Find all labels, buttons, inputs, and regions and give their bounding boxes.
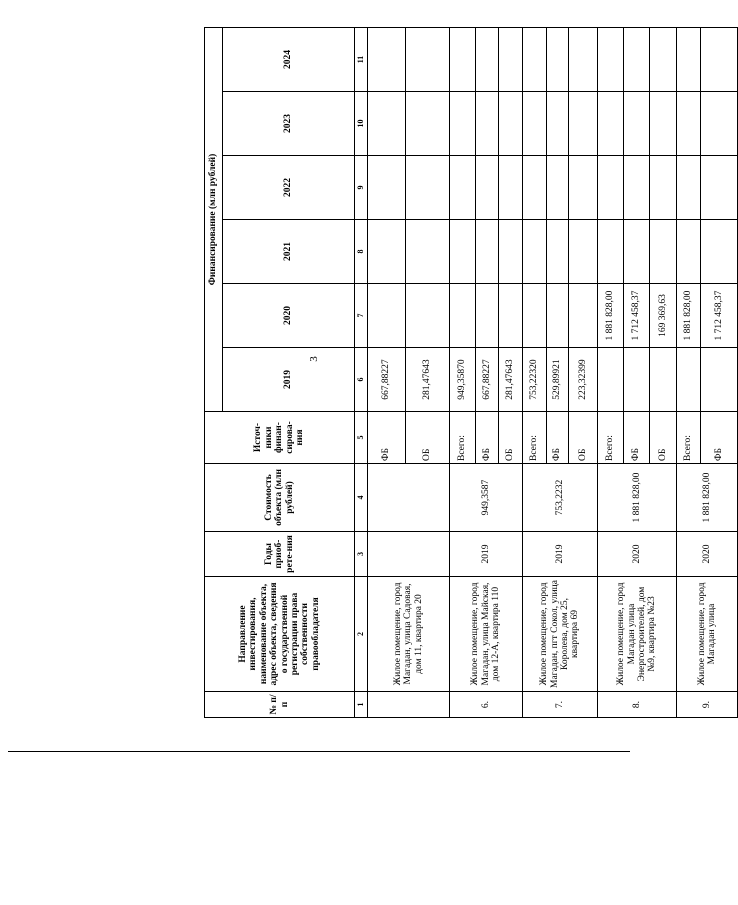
value-2021 (523, 220, 547, 284)
header-year: 2023 (223, 92, 355, 156)
object-cost: 753,2232 (523, 464, 598, 532)
object-cost (368, 464, 450, 532)
value-2021 (476, 220, 499, 284)
value-2021 (450, 220, 476, 284)
column-number: 1 (355, 692, 368, 718)
value-2019 (677, 348, 701, 412)
value-2023 (476, 92, 499, 156)
value-2022 (677, 156, 701, 220)
acquisition-year (368, 532, 450, 577)
value-2022 (450, 156, 476, 220)
value-2020: 169 369,63 (650, 284, 677, 348)
value-2019: 667,88227 (368, 348, 406, 412)
financing-table-container (204, 28, 724, 718)
value-2020: 1 881 828,00 (677, 284, 701, 348)
value-2024 (650, 27, 677, 91)
header-year: 2019 (223, 348, 355, 412)
value-2022 (701, 156, 738, 220)
value-2024 (476, 27, 499, 91)
funding-source: ОБ (406, 412, 450, 464)
table-row (450, 27, 476, 717)
financing-table (204, 27, 738, 718)
column-number: 11 (355, 27, 368, 91)
value-2021 (701, 220, 738, 284)
value-2022 (523, 156, 547, 220)
header-cost: Стоимость объекта (млн рублей) (205, 464, 355, 532)
value-2021 (677, 220, 701, 284)
value-2019 (701, 348, 738, 412)
funding-source: ОБ (569, 412, 598, 464)
row-number: 7. (523, 692, 598, 718)
header-sources: Источ-ники финан-сирова-ния (205, 412, 355, 464)
header-year: 2024 (223, 27, 355, 91)
value-2020 (406, 284, 450, 348)
value-2023 (368, 92, 406, 156)
value-2019: 753,22320 (523, 348, 547, 412)
value-2024 (450, 27, 476, 91)
object-cost: 949,3587 (450, 464, 523, 532)
object-description: Жилое помещение, город Магадан, улица Садовая, дом 11, квартира 20 (368, 577, 450, 692)
value-2019: 281,47643 (499, 348, 523, 412)
object-cost: 1 881 828,00 (598, 464, 677, 532)
value-2021 (499, 220, 523, 284)
column-number: 4 (355, 464, 368, 532)
header-year: 2021 (223, 220, 355, 284)
value-2023 (523, 92, 547, 156)
value-2019: 223,32399 (569, 348, 598, 412)
value-2023 (624, 92, 650, 156)
value-2021 (650, 220, 677, 284)
value-2024 (677, 27, 701, 91)
funding-source: Всего: (677, 412, 701, 464)
column-number: 3 (355, 532, 368, 577)
funding-source: ФБ (368, 412, 406, 464)
value-2024 (499, 27, 523, 91)
value-2019 (650, 348, 677, 412)
header-num: № п/п (205, 692, 355, 718)
funding-source: ФБ (547, 412, 569, 464)
value-2024 (624, 27, 650, 91)
acquisition-year: 2020 (598, 532, 677, 577)
table-row (677, 27, 701, 717)
value-2023 (701, 92, 738, 156)
value-2019: 949,35870 (450, 348, 476, 412)
value-2021 (569, 220, 598, 284)
value-2023 (547, 92, 569, 156)
value-2023 (450, 92, 476, 156)
value-2024 (701, 27, 738, 91)
object-description: Жилое помещение, город Магадан, улица Майская, дом 12-А, квартира 110 (450, 577, 523, 692)
value-2023 (406, 92, 450, 156)
value-2021 (406, 220, 450, 284)
page-number: 3 (307, 356, 320, 362)
value-2021 (547, 220, 569, 284)
value-2019 (624, 348, 650, 412)
value-2023 (598, 92, 624, 156)
column-number: 8 (355, 220, 368, 284)
funding-source: Всего: (523, 412, 547, 464)
value-2024 (547, 27, 569, 91)
column-number: 5 (355, 412, 368, 464)
header-financing: Финансирование (млн рублей) (205, 27, 223, 411)
value-2020: 1 881 828,00 (598, 284, 624, 348)
value-2022 (406, 156, 450, 220)
value-2020 (368, 284, 406, 348)
object-description: Жилое помещение, город Магадан, пгт Сокол, улица Королева, дом 25, квартира 69 (523, 577, 598, 692)
value-2020: 1 712 458,37 (624, 284, 650, 348)
header-year: 2022 (223, 156, 355, 220)
value-2020 (569, 284, 598, 348)
funding-source: Всего: (598, 412, 624, 464)
value-2019: 281,47643 (406, 348, 450, 412)
column-number: 7 (355, 284, 368, 348)
acquisition-year: 2019 (523, 532, 598, 577)
value-2021 (598, 220, 624, 284)
value-2023 (569, 92, 598, 156)
funding-source: ОБ (499, 412, 523, 464)
value-2022 (598, 156, 624, 220)
value-2020 (476, 284, 499, 348)
funding-source: Всего: (450, 412, 476, 464)
object-description: Жилое помещение, город Магадан улица (677, 577, 738, 692)
value-2022 (476, 156, 499, 220)
footer-divider (8, 751, 630, 752)
value-2023 (499, 92, 523, 156)
column-number: 10 (355, 92, 368, 156)
value-2020 (523, 284, 547, 348)
table-row (523, 27, 547, 717)
table-row (598, 27, 624, 717)
value-2019 (598, 348, 624, 412)
value-2024 (523, 27, 547, 91)
funding-source: ФБ (624, 412, 650, 464)
row-number: 8. (598, 692, 677, 718)
value-2024 (569, 27, 598, 91)
value-2024 (368, 27, 406, 91)
funding-source: ОБ (650, 412, 677, 464)
value-2023 (650, 92, 677, 156)
funding-source: ФБ (701, 412, 738, 464)
acquisition-year: 2019 (450, 532, 523, 577)
header-direction: Направление инвестирования, наименование объекта, адрес объекта, сведения о государственной регистрации права собственности правообладателя (205, 577, 355, 692)
row-number (368, 692, 450, 718)
column-number: 6 (355, 348, 368, 412)
value-2019: 667,88227 (476, 348, 499, 412)
value-2020 (547, 284, 569, 348)
value-2024 (598, 27, 624, 91)
value-2021 (368, 220, 406, 284)
value-2020 (499, 284, 523, 348)
table-row (368, 27, 406, 717)
row-number: 6. (450, 692, 523, 718)
value-2022 (368, 156, 406, 220)
value-2020 (450, 284, 476, 348)
value-2022 (650, 156, 677, 220)
value-2022 (569, 156, 598, 220)
header-years: Годы приоб-рете-ния (205, 532, 355, 577)
value-2022 (624, 156, 650, 220)
value-2022 (499, 156, 523, 220)
header-year: 2020 (223, 284, 355, 348)
object-cost: 1 881 828,00 (677, 464, 738, 532)
column-number: 2 (355, 577, 368, 692)
value-2023 (677, 92, 701, 156)
acquisition-year: 2020 (677, 532, 738, 577)
value-2024 (406, 27, 450, 91)
value-2022 (547, 156, 569, 220)
value-2019: 529,89921 (547, 348, 569, 412)
funding-source: ФБ (476, 412, 499, 464)
value-2021 (624, 220, 650, 284)
object-description: Жилое помещение, город Магадан улица Энергостроителей, дом №9, квартира №23 (598, 577, 677, 692)
row-number: 9. (677, 692, 738, 718)
column-number: 9 (355, 156, 368, 220)
table-body (368, 27, 738, 717)
value-2020: 1 712 458,37 (701, 284, 738, 348)
